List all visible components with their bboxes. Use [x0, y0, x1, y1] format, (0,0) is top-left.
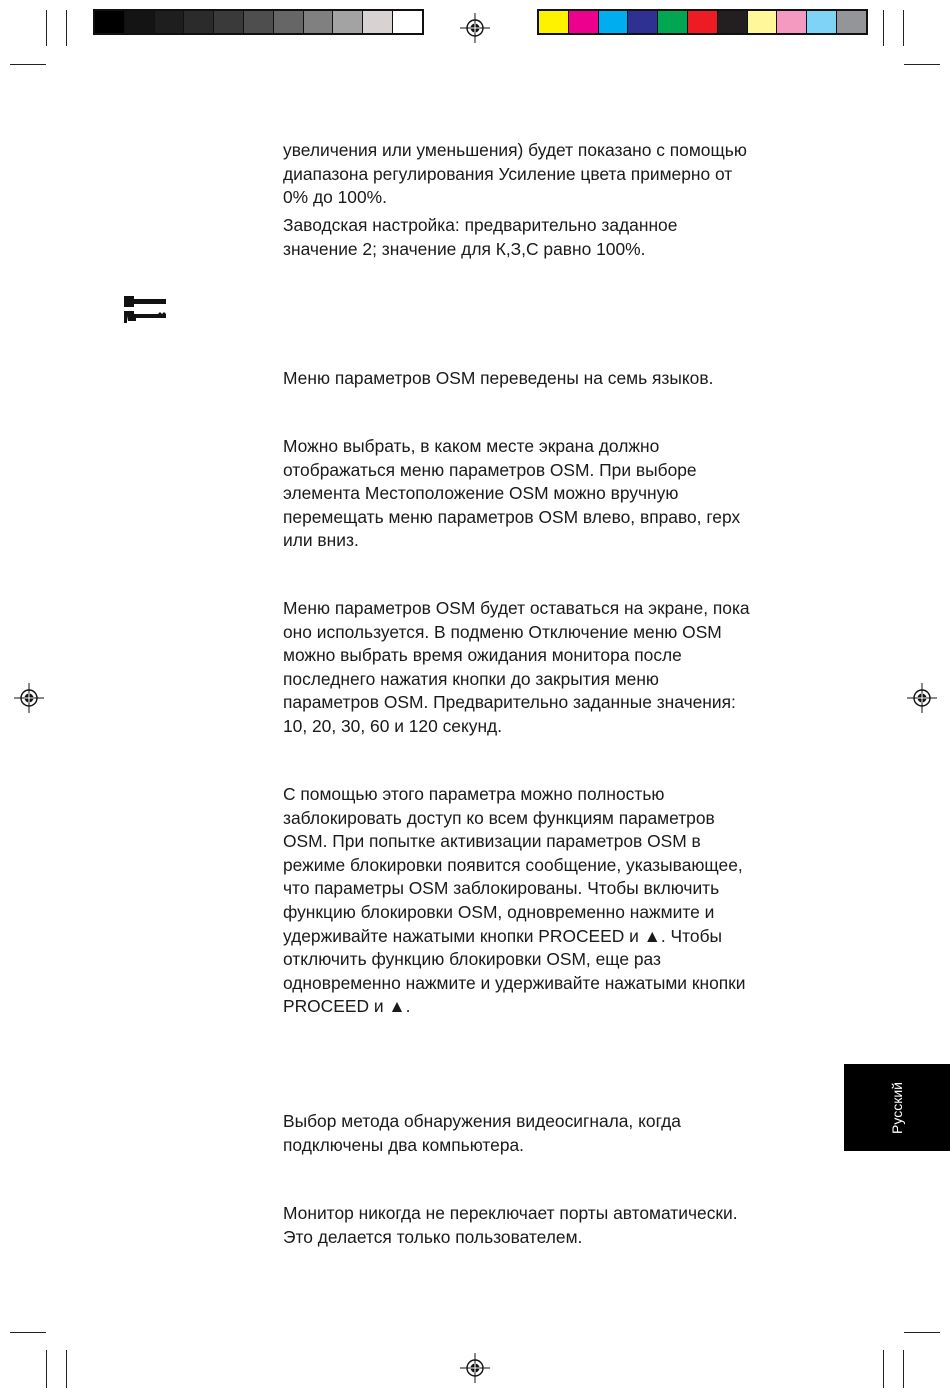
color-swatch	[627, 11, 657, 33]
color-swatch	[687, 11, 717, 33]
color-swatch	[273, 11, 303, 33]
color-swatch	[95, 11, 124, 33]
paragraph-osm-turn-off: Меню параметров OSM будет оставаться на экране, пока оно используется. В подменю Отключение меню OSM можно выбрать время ожидания монитора после последнего нажатия кнопки до закрытия меню параметров OSM. Предварительно заданные значения: 10, 20, 30, 60 и 120 секунд.	[283, 598, 750, 736]
language-side-tab	[844, 1064, 950, 1151]
color-swatch	[747, 11, 777, 33]
color-swatch	[183, 11, 213, 33]
color-swatch	[806, 11, 836, 33]
color-swatch	[362, 11, 392, 33]
language-side-tab-label: Русский	[889, 1081, 905, 1134]
paragraph-osm-location: Можно выбрать, в каком месте экрана должно отображаться меню параметров OSM. При выборе элемента Местоположение OSM можно вручную перемещать меню параметров OSM влево, вправо, герх или вниз.	[283, 436, 741, 551]
paragraph-osm-lockout: С помощью этого параметра можно полностью заблокировать доступ ко всем функциям параметров OSM. При попытке активизации параметров OSM в режиме блокировки появится сообщение, указывающее, что параметры OSM заблокированы. Чтобы включить функцию блокировки OSM, одновременно нажмите и удерживайте нажатыми кнопки PROCEED и ▲. Чтобы отключить функцию блокировки OSM, еще раз одновременно нажмите и удерживайте нажатыми кнопки PROCEED и ▲.	[283, 784, 746, 1017]
color-swatch	[213, 11, 243, 33]
color-swatch	[568, 11, 598, 33]
registration-mark-icon	[14, 683, 44, 713]
color-swatch	[243, 11, 273, 33]
paragraph-language: Меню параметров OSM переведены на семь языков.	[283, 368, 714, 388]
paragraph-color-gain: увеличения или уменьшения) будет показано с помощью диапазона регулирования Усиление цвета примерно от 0% до 100%.	[283, 140, 747, 208]
color-swatch	[124, 11, 154, 33]
wrench-key-icon	[122, 294, 168, 328]
paragraph-manual-port: Монитор никогда не переключает порты автоматически. Это делается только пользователем.	[283, 1203, 738, 1247]
color-swatch	[392, 11, 422, 33]
color-swatch	[598, 11, 628, 33]
color-swatch	[154, 11, 184, 33]
grayscale-calibration-bar	[93, 9, 424, 35]
process-color-calibration-bar	[537, 9, 868, 35]
color-swatch	[776, 11, 806, 33]
color-swatch	[836, 11, 866, 33]
registration-mark-icon	[460, 13, 490, 43]
color-swatch	[539, 11, 568, 33]
registration-mark-icon	[907, 683, 937, 713]
paragraph-video-detect: Выбор метода обнаружения видеосигнала, когда подключены два компьютера.	[283, 1111, 681, 1155]
paragraph-factory-preset: Заводская настройка: предварительно заданное значение 2; значение для К,З,С равно 100%.	[283, 215, 678, 259]
color-swatch	[332, 11, 362, 33]
registration-mark-icon	[460, 1353, 490, 1383]
color-swatch	[657, 11, 687, 33]
color-swatch	[303, 11, 333, 33]
color-swatch	[717, 11, 747, 33]
